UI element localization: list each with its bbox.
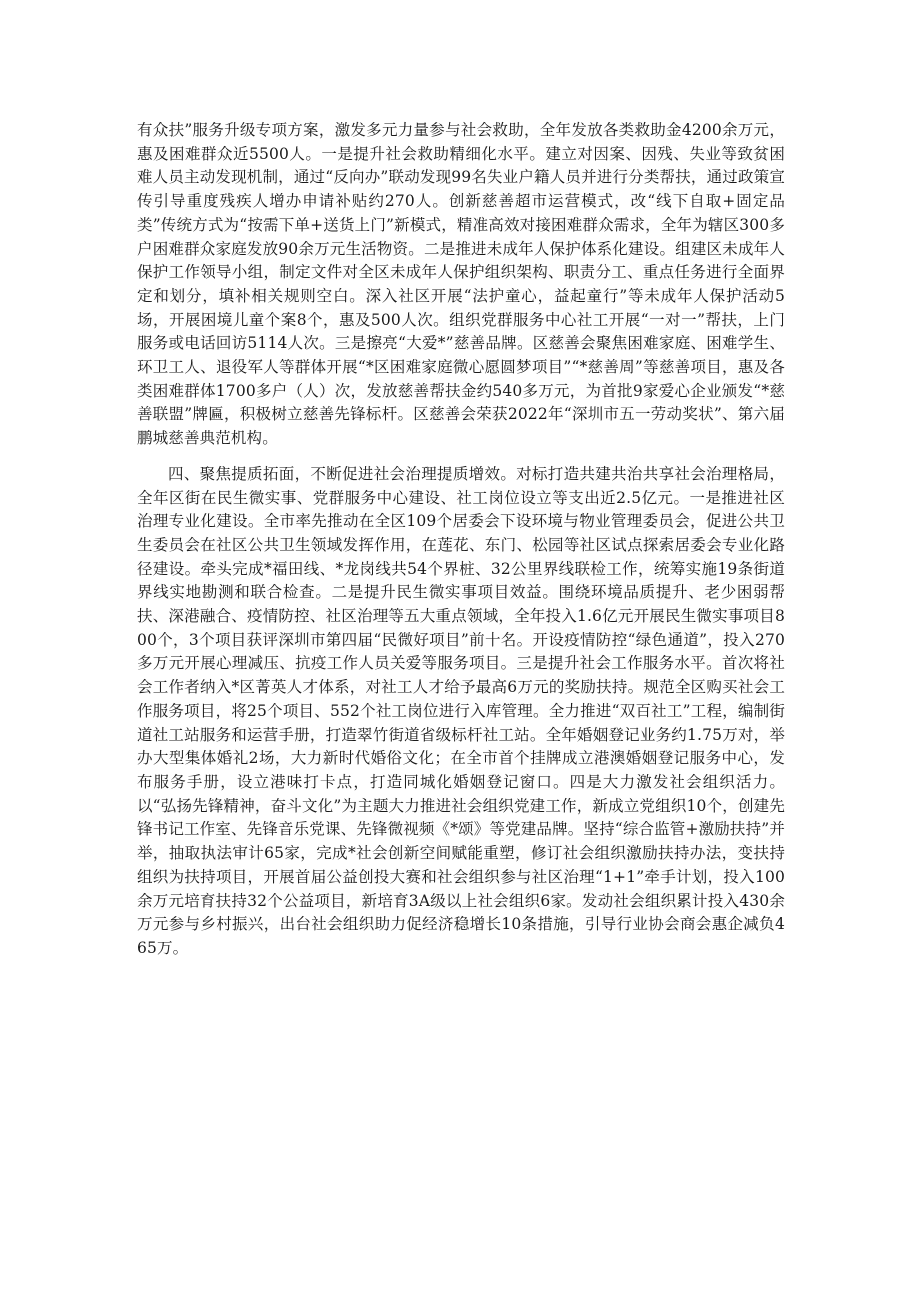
document-body — [137, 119, 785, 961]
paragraph-social-assistance: 有众扶”服务升级专项方案，激发多元力量参与社会救助，全年发放各类救助金4200余万元，惠及困难群众近5500人。一是提升社会救助精细化水平。建立对因案、因残、失业等致贫困难人员主动发现机制，通过“反向办”联动发现99名失业户籍人员并进行分类帮扶，通过政策宣传引导重度残疾人增办申请补贴约270人。创新慈善超市运营模式，改“线下自取+固定品类”传统方式为“按需下单+送货上门”新模式，精准高效对接困难群众需求，全年为辖区300多户困难群众家庭发放90余万元生活物资。二是推进未成年人保护体系化建设。组建区未成年人保护工作领导小组，制定文件对全区未成年人保护组织架构、职责分工、重点任务进行全面界定和划分，填补相关规则空白。深入社区开展“法护童心，益起童行”等未成年人保护活动5场，开展困境儿童个案8个，惠及500人次。组织党群服务中心社工开展“一对一”帮扶，上门服务或电话回访5114人次。三是擦亮“大爱*”慈善品牌。区慈善会聚焦困难家庭、困难学生、环卫工人、退役军人等群体开展“*区困难家庭微心愿圆梦项目”“*慈善周”等慈善项目，惠及各类困难群体1700多户（人）次，发放慈善帮扶金约540多万元，为首批9家爱心企业颁发“*慈善联盟”牌匾，积极树立慈善先锋标杆。区慈善会荣获2022年“深圳市五一劳动奖状”、第六届鹏城慈善典范机构。 — [137, 121, 785, 448]
paragraph-social-governance: 四、聚焦提质拓面，不断促进社会治理提质增效。对标打造共建共治共享社会治理格局，全年区街在民生微实事、党群服务中心建设、社工岗位设立等支出近2.5亿元。一是推进社区治理专业化建设。全市率先推动在全区109个居委会下设环境与物业管理委员会，促进公共卫生委员会在社区公共卫生领域发挥作用，在莲花、东门、松园等社区试点探索居委会专业化路径建设。牵头完成*福田线、*龙岗线共54个界桩、32公里界线联检工作，统筹实施19条街道界线实地勘测和联合检查。二是提升民生微实事项目效益。围绕环境品质提升、老少困弱帮扶、深港融合、疫情防控、社区治理等五大重点领域，全年投入1.6亿元开展民生微实事项目800个，3个项目获评深圳市第四届“民微好项目”前十名。开设疫情防控“绿色通道”，投入270多万元开展心理减压、抗疫工作人员关爱等服务项目。三是提升社会工作服务水平。首次将社会工作者纳入*区菁英人才体系，对社工人才给予最高6万元的奖励扶持。规范全区购买社会工作服务项目，将25个项目、552个社工岗位进行入库管理。全力推进“双百社工”工程，编制街道社工站服务和运营手册，打造翠竹街道省级标杆社工站。全年婚姻登记业务约1.75万对，举办大型集体婚礼2场，大力新时代婚俗文化；在全市首个挂牌成立港澳婚姻登记服务中心，发布服务手册，设立港味打卡点，打造同城化婚姻登记窗口。四是大力激发社会组织活力。以“弘扬先锋精神，奋斗文化”为主题大力推进社会组织党建工作，新成立党组织10个，创建先锋书记工作室、先锋音乐党课、先锋微视频《*颂》等党建品牌。坚持“综合监管+激励扶持”并举，抽取执法审计65家，完成*社会创新空间赋能重塑，修订社会组织激励扶持办法，变扶持组织为扶持项目，开展首届公益创投大赛和社会组织参与社区治理“1+1”牵手计划，投入100余万元培育扶持32个公益项目，新培育3A级以上社会组织6家。发动社会组织累计投入430余万元参与乡村振兴，出台社会组织助力促经济稳增长10条措施，引导行业协会商会惠企减负465万。 — [137, 464, 785, 957]
